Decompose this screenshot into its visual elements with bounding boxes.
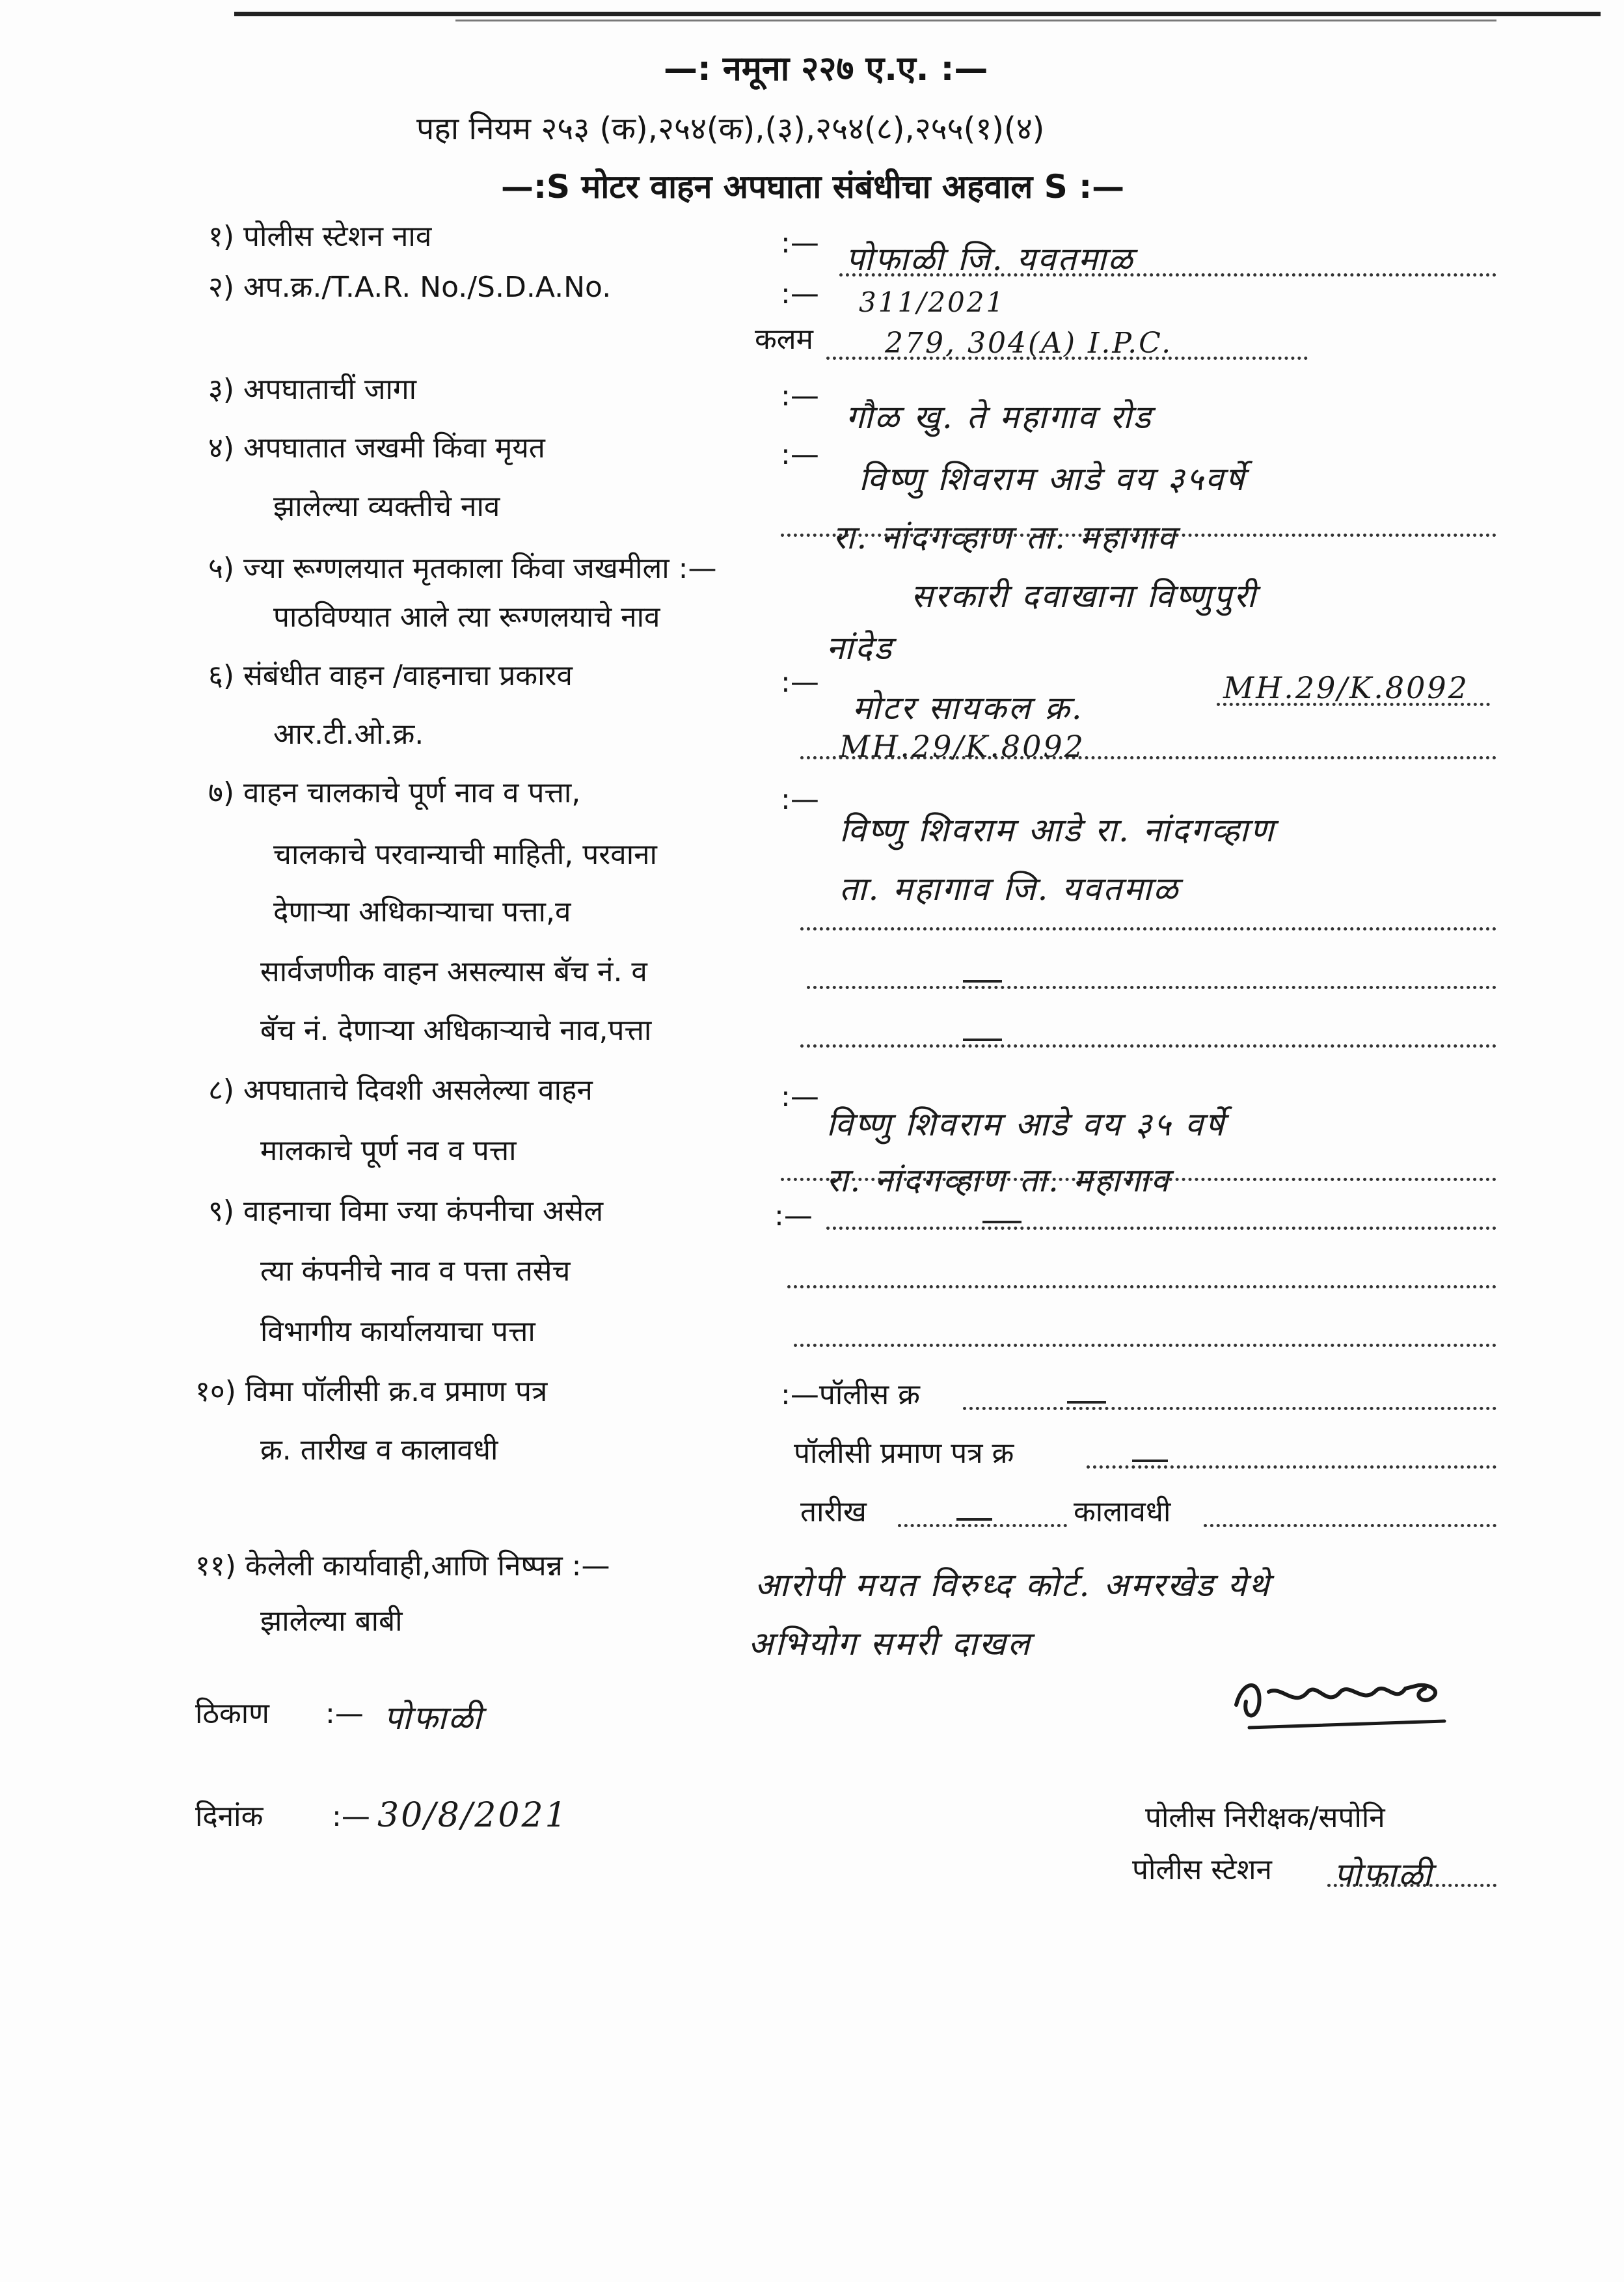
dots-driver-5 bbox=[800, 1044, 1496, 1048]
sep-report-date: :— bbox=[332, 1800, 370, 1833]
value-accident-place: गौळ खु. ते महागाव रोड bbox=[846, 398, 1153, 436]
sep-place: :— bbox=[325, 1697, 364, 1730]
label-report-date: दिनांक bbox=[195, 1800, 264, 1833]
dots-insurance-1 bbox=[826, 1227, 1496, 1230]
label-kalam: कलम bbox=[755, 323, 813, 356]
label-place: ठिकाण bbox=[195, 1697, 269, 1730]
value-police-station: पोफाळी जि. यवतमाळ bbox=[846, 240, 1135, 278]
form-title: —: नमूना २२७ ए.ए. :— bbox=[664, 49, 988, 88]
value-hospital-2: नांदेड bbox=[826, 629, 893, 667]
sep-driver: :— bbox=[781, 783, 819, 816]
label-vehicle-type-2: आर.टी.ओ.क्र. bbox=[273, 718, 424, 751]
dots-police-station bbox=[839, 273, 1496, 277]
label-date: तारीख bbox=[800, 1495, 867, 1528]
label-driver-2: चालकाचे परवान्याची माहिती, परवाना bbox=[273, 838, 657, 871]
sep-accident-place: :— bbox=[781, 379, 819, 413]
label-driver-3: देणाऱ्या अधिकाऱ्याचा पत्ता,व bbox=[273, 895, 571, 929]
dots-driver-4 bbox=[807, 986, 1496, 989]
dots-period bbox=[1204, 1524, 1496, 1527]
label-driver-4: सार्वजणीक वाहन असल्यास बॅच नं. व bbox=[260, 955, 647, 988]
label-insurance-3: विभागीय कार्यालयाचा पत्ता bbox=[260, 1315, 535, 1348]
sep-police-station: :— bbox=[781, 226, 819, 260]
top-border-rule bbox=[234, 12, 1601, 16]
signatory-station-label: पोलीस स्टेशन bbox=[1132, 1853, 1272, 1886]
value-owner-2: रा. नांदगव्हाण ता. महागाव bbox=[826, 1161, 1171, 1199]
dots-date bbox=[898, 1524, 1067, 1527]
label-period: कालावधी bbox=[1074, 1495, 1171, 1528]
label-owner-2: मालकाचे पूर्ण नव व पत्ता bbox=[260, 1134, 517, 1167]
dots-insurance-3 bbox=[794, 1344, 1496, 1347]
label-action-2: झालेल्या बाबी bbox=[260, 1605, 403, 1638]
value-kalam: 279, 304(A) I.P.C. bbox=[885, 327, 1173, 360]
dash-driver-5 bbox=[963, 1039, 1002, 1041]
value-vehicle-number-2: MH.29/K.8092 bbox=[839, 729, 1085, 764]
label-driver-5: बॅच नं. देणाऱ्या अधिकाऱ्याचे नाव,पत्ता bbox=[260, 1014, 652, 1047]
label-driver-1: ७) वाहन चालकाचे पूर्ण नाव व पत्ता, bbox=[208, 776, 581, 809]
label-action-1: ११) केलेली कार्यावाही,आणि निष्पन्न :— bbox=[195, 1549, 610, 1582]
sep-insurance: :— bbox=[774, 1199, 813, 1232]
dots-driver-3 bbox=[800, 927, 1496, 930]
signatory-title: पोलीस निरीक्षक/सपोनि bbox=[1145, 1801, 1385, 1834]
value-action-2: अभियोग समरी दाखल bbox=[748, 1625, 1032, 1663]
label-hospital-2: पाठविण्यात आले त्या रूग्णलयाचे नाव bbox=[273, 601, 660, 634]
form-heading: —:S मोटर वाहन अपघाता संबंधीचा अहवाल S :— bbox=[501, 168, 1125, 206]
label-hospital-1: ५) ज्या रूग्णलयात मृतकाला किंवा जखमीला :— bbox=[208, 552, 717, 585]
sep-vehicle-type: :— bbox=[781, 666, 819, 699]
dash-driver-4 bbox=[963, 980, 1002, 983]
label-accident-place: ३) अपघाताचीं जागा bbox=[208, 373, 417, 406]
value-action-1: आरोपी मयत विरुध्द कोर्ट. अमरखेड येथे bbox=[755, 1566, 1271, 1604]
dots-signatory-station bbox=[1327, 1884, 1496, 1887]
label-policy-2: क्र. तारीख व कालावधी bbox=[260, 1433, 498, 1467]
label-injured-name-2: झालेल्या व्यक्तीचे नाव bbox=[273, 490, 500, 523]
dash-cert-no bbox=[1132, 1460, 1168, 1462]
value-report-date: 30/8/2021 bbox=[377, 1796, 569, 1835]
top-border-rule-thin bbox=[455, 20, 1496, 21]
label-vehicle-type-1: ६) संबंधीत वाहन /वाहनाचा प्रकारव bbox=[208, 659, 573, 692]
value-case-number: 311/2021 bbox=[859, 286, 1006, 318]
dots-kalam bbox=[826, 357, 1308, 360]
label-cert-no: पॉलीसी प्रमाण पत्र क्र bbox=[794, 1437, 1014, 1470]
value-owner-1: विष्णु शिवराम आडे वय ३५ वर्षे bbox=[826, 1106, 1226, 1143]
label-policy-1: १०) विमा पॉलीसी क्र.व प्रमाण पत्र bbox=[195, 1375, 548, 1408]
dots-vehicle-number-1 bbox=[1217, 703, 1490, 706]
dash-police-no bbox=[1067, 1401, 1106, 1404]
value-driver-2: ता. महागाव जि. यवतमाळ bbox=[839, 870, 1180, 908]
value-hospital-1: सरकारी दवाखाना विष्णुपुरी bbox=[911, 577, 1258, 615]
label-injured-name-1: ४) अपघातात जखमी किंवा मृयत bbox=[208, 431, 545, 465]
dots-owner bbox=[781, 1178, 1496, 1181]
dots-police-no bbox=[963, 1407, 1496, 1410]
sep-injured-name: :— bbox=[781, 438, 819, 471]
signatory-station-value: पोफाळी bbox=[1334, 1856, 1433, 1894]
label-insurance-2: त्या कंपनीचे नाव व पत्ता तसेच bbox=[260, 1255, 571, 1288]
label-case-number: २) अप.क्र./T.A.R. No./S.D.A.No. bbox=[208, 271, 612, 304]
label-insurance-1: ९) वाहनाचा विमा ज्या कंपनीचा असेल bbox=[208, 1195, 604, 1228]
sep-owner: :— bbox=[781, 1080, 819, 1113]
dots-insurance-2 bbox=[787, 1285, 1496, 1288]
value-injured-name-1: विष्णु शिवराम आडे वय ३५वर्षे bbox=[859, 460, 1246, 498]
officer-signature bbox=[1223, 1653, 1457, 1737]
dots-vehicle-number-2 bbox=[800, 756, 1496, 759]
value-place: पोफाळी bbox=[384, 1699, 483, 1737]
value-vehicle-type-1: मोटर सायकल क्र. bbox=[852, 689, 1084, 727]
label-owner-1: ८) अपघाताचे दिवशी असलेल्या वाहन bbox=[208, 1074, 593, 1107]
dots-injured-name bbox=[781, 534, 1496, 537]
value-vehicle-number-1: MH.29/K.8092 bbox=[1223, 670, 1469, 705]
form-rules: पहा नियम २५३ (क),२५४(क),(३),२५४(८),२५५(१)(४) bbox=[416, 111, 1045, 147]
label-police-station: १) पोलीस स्टेशन नाव bbox=[208, 220, 432, 253]
value-injured-name-2: रा. नांदगव्हाण ता. महागाव bbox=[833, 519, 1178, 556]
dots-cert-no bbox=[1087, 1465, 1496, 1469]
dash-date bbox=[956, 1518, 992, 1521]
value-driver-1: विष्णु शिवराम आडे रा. नांदगव्हाण bbox=[839, 811, 1276, 849]
sep-case-number: :— bbox=[781, 277, 819, 310]
dash-insurance-1 bbox=[982, 1221, 1022, 1223]
label-police-no: :—पॉलीस क्र bbox=[781, 1378, 920, 1411]
